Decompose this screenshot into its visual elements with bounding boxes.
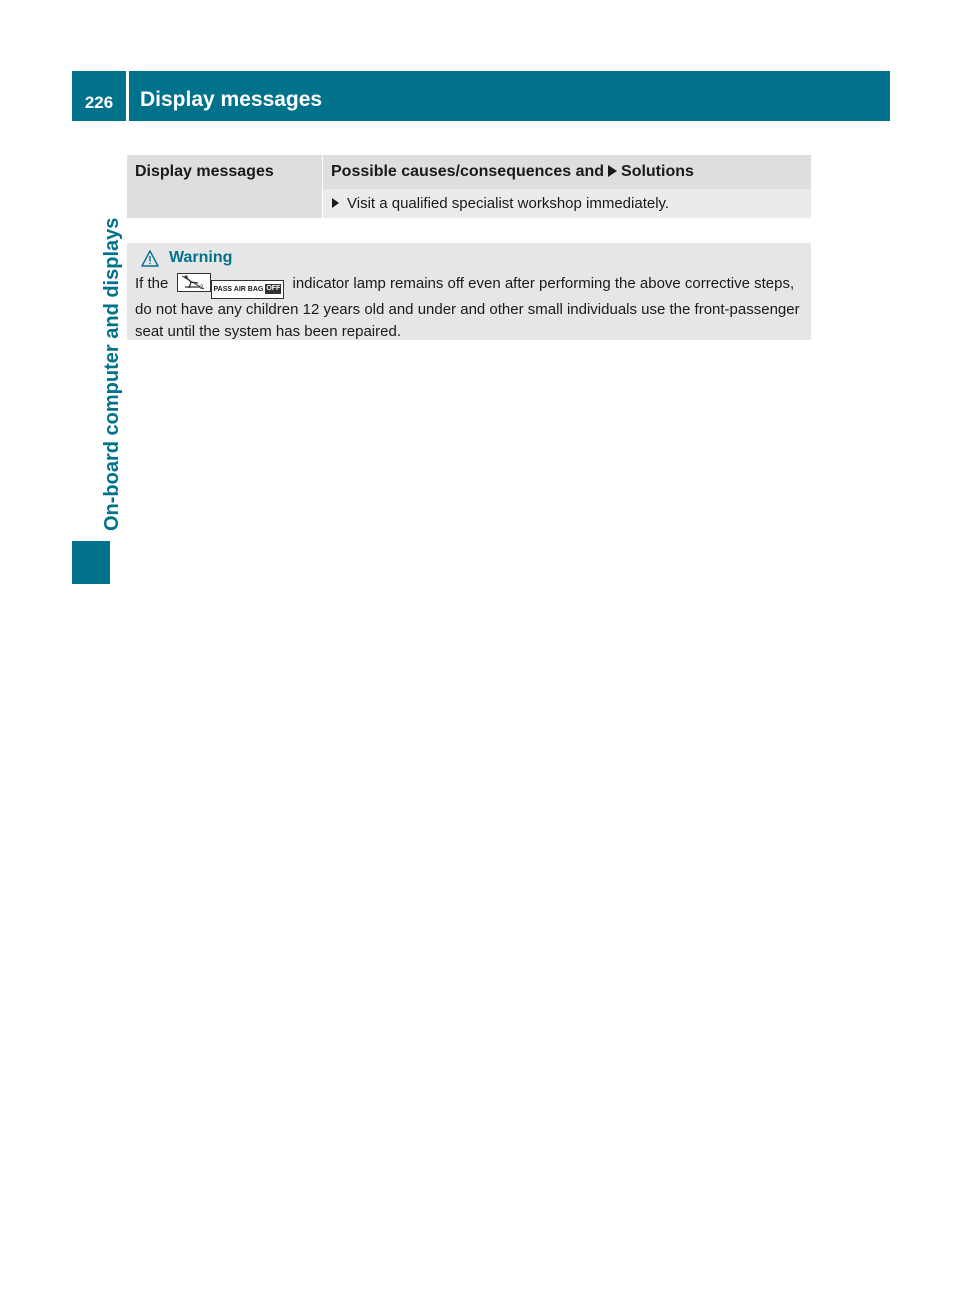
column-header-causes-text: Possible causes/consequences and bbox=[331, 163, 605, 180]
pass-air-bag-text: PASS AIR BAG bbox=[213, 286, 264, 293]
display-messages-table bbox=[127, 155, 811, 218]
page-header bbox=[72, 71, 890, 121]
off-badge: OFF bbox=[266, 285, 281, 292]
table-cell-solution bbox=[323, 189, 812, 218]
warning-text-pre: If the bbox=[135, 275, 169, 292]
pass-air-bag-off-icon bbox=[211, 280, 285, 299]
svg-text:2: 2 bbox=[199, 285, 203, 291]
side-tab-label: On-board computer and displays bbox=[101, 217, 123, 531]
side-tab-label-area bbox=[72, 121, 123, 541]
child-seat-icon bbox=[177, 273, 211, 292]
warning-text-post: indicator lamp remains off even after performing the above corrective steps, do not have any children 12 years old and under and other small individuals use the front-passenger seat until the system has been repaired. bbox=[135, 275, 800, 340]
warning-triangle-icon bbox=[141, 250, 159, 267]
header-divider bbox=[126, 71, 129, 121]
table-cell-message bbox=[127, 189, 323, 218]
page-number: 226 bbox=[84, 93, 114, 112]
arrow-right-icon bbox=[608, 165, 617, 177]
column-header-solutions-text: Solutions bbox=[621, 163, 694, 180]
page-title: Display messages bbox=[140, 88, 323, 111]
column-header-display-messages: Display messages bbox=[135, 163, 274, 180]
warning-heading bbox=[141, 249, 232, 267]
solution-text: Visit a qualified specialist workshop immediately. bbox=[347, 195, 670, 212]
page-number-box bbox=[72, 71, 126, 121]
table-row bbox=[127, 189, 811, 218]
warning-box bbox=[127, 243, 811, 340]
table-header-row bbox=[127, 155, 811, 189]
warning-label: Warning bbox=[169, 249, 233, 266]
warning-text bbox=[135, 273, 807, 343]
column-header-causes-solutions bbox=[323, 155, 812, 189]
arrow-right-icon bbox=[332, 198, 339, 208]
